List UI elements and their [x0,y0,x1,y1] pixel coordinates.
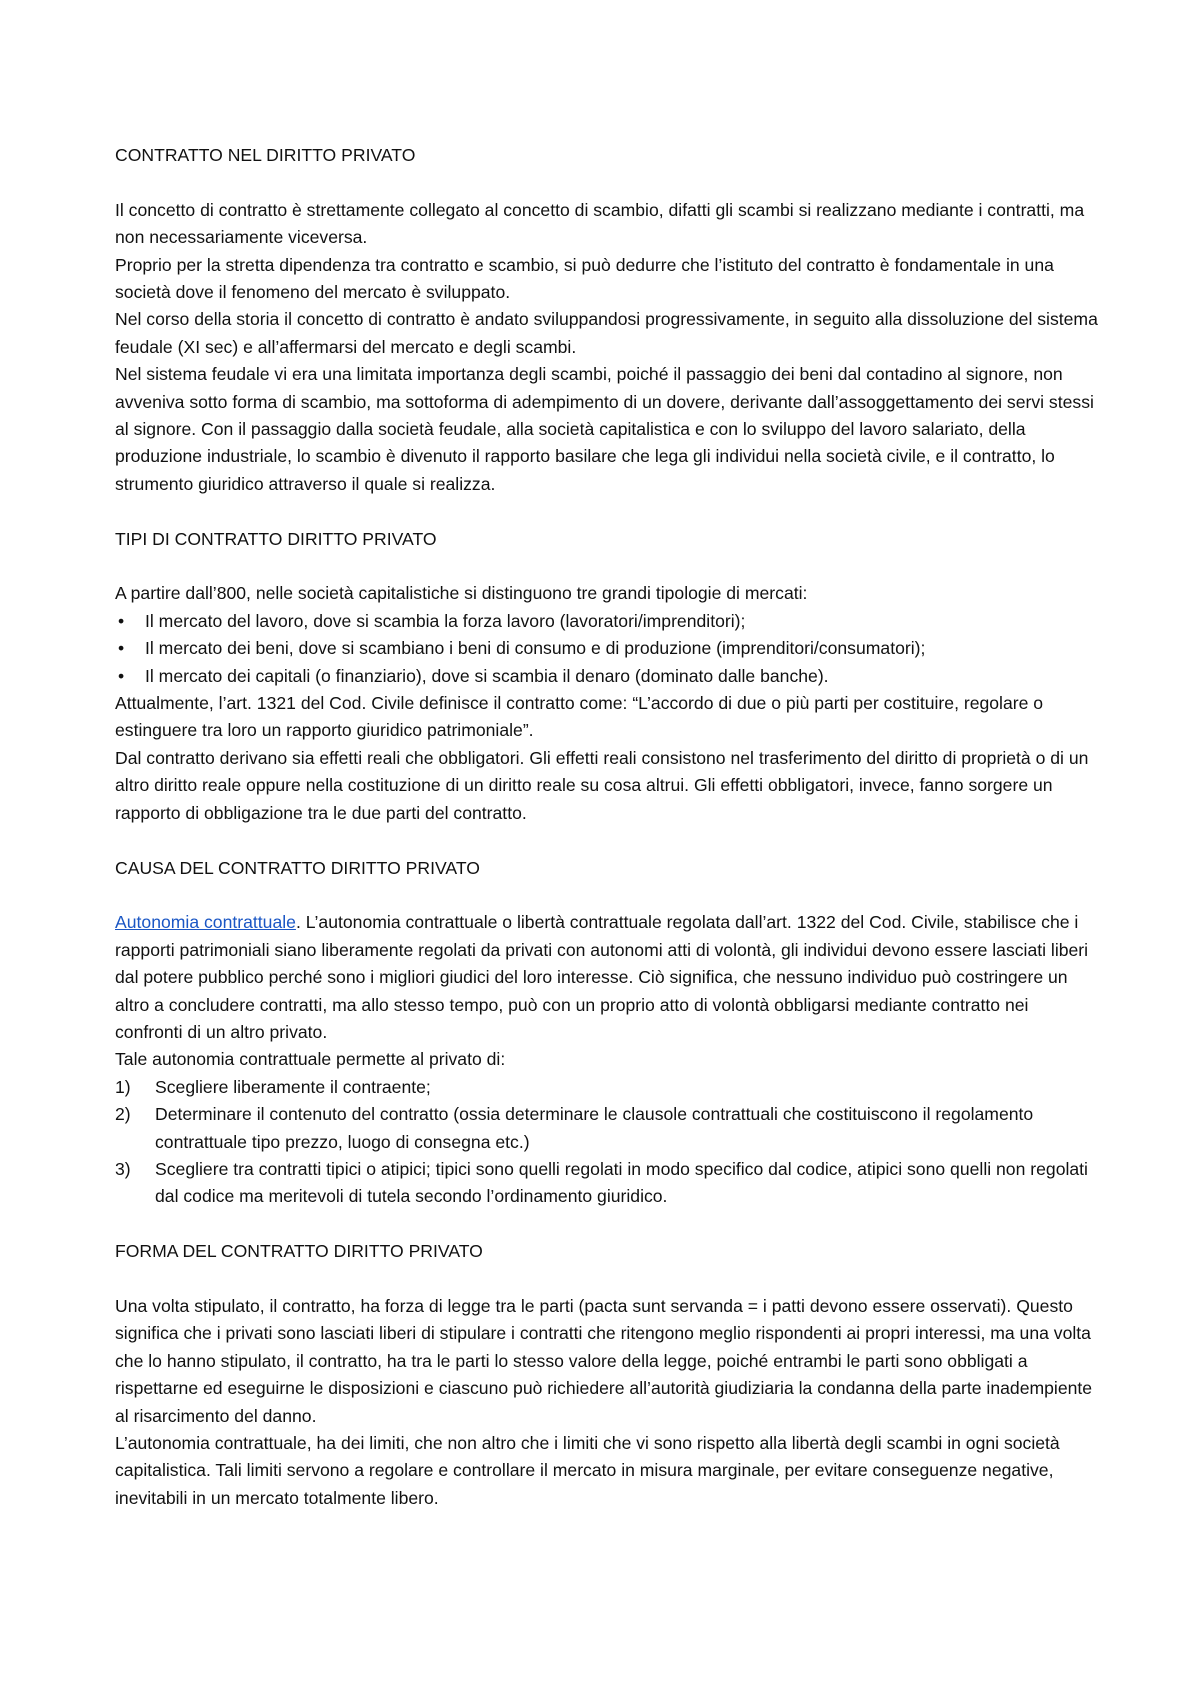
section-heading-tipi: TIPI DI CONTRATTO DIRITTO PRIVATO [115,528,437,549]
bullet-list [115,608,1100,690]
section-heading-causa: CAUSA DEL CONTRATTO DIRITTO PRIVATO [115,857,480,878]
paragraph [115,909,1100,1046]
list-item [115,1101,1100,1156]
bullet-icon: • [118,638,125,659]
spacer [115,498,1100,525]
paragraph: Tale autonomia contrattuale permette al privato di: [115,1049,506,1070]
list-item [115,635,1100,662]
spacer [115,1266,1100,1293]
spacer [115,1211,1100,1238]
section-heading-forma: FORMA DEL CONTRATTO DIRITTO PRIVATO [115,1241,483,1262]
section-heading-contratto: CONTRATTO NEL DIRITTO PRIVATO [115,145,416,165]
spacer [115,169,1100,196]
paragraph: Nel sistema feudale vi era una limitata importanza degli scambi, poiché il passaggio dei beni dal contadino al signore, non avveniva sotto forma di scambio, ma sottoforma di adempimento di un dovere, derivante dall’assoggettamento dei servi stessi al signore. Con il passaggio dalla società feudale, alla società capitalistica e con lo sviluppo del lavoro salariato, della produzione industriale, lo scambio è divenuto il rapporto basilare che lega gli individui nella società civile, e il contratto, lo strumento giuridico attraverso il quale si realizza. [115,364,1094,494]
paragraph: L’autonomia contrattuale, ha dei limiti, che non altro che i limiti che vi sono rispetto alla libertà degli scambi in ogni società capitalistica. Tali limiti servono a regolare e controllare il mercato in misura marginale, per evitare conseguenze negative, inevitabili in un mercato totalmente libero. [115,1432,1060,1508]
paragraph: Una volta stipulato, il contratto, ha forza di legge tra le parti (pacta sunt servanda = i patti devono essere osservati). Questo significa che i privati sono lasciati liberi di stipulare i contratti che ritengono meglio rispondenti ai propri interessi, ma una volta che lo hanno stipulato, il contratto, ha tra le parti lo stesso valore della legge, poiché entrambi le parti sono obbligati a rispettarne ed eseguirne le disposizioni e ciascuno può richiedere all’autorità giudiziaria la condanna della parte inadempiente al risarcimento del danno. [115,1295,1093,1426]
spacer [115,882,1100,909]
paragraph: Dal contratto derivano sia effetti reali che obbligatori. Gli effetti reali consistono nel trasferimento del diritto di proprietà o di un altro diritto reale oppure nella costituzione di un diritto reale su cosa altrui. Gli effetti obbligatori, invece, fanno sorgere un rapporto di obbligazione tra le due parti del contratto. [115,747,1089,823]
paragraph: Il concetto di contratto è strettamente collegato al concetto di scambio, difatti gli scambi si realizzano mediante i contratti, ma non necessariamente viceversa. [115,199,1085,248]
numbered-list [115,1074,1100,1211]
list-item-text: Il mercato dei beni, dove si scambiano i beni di consumo e di produzione (imprenditori/consumatori); [145,638,926,659]
paragraph: Proprio per la stretta dipendenza tra contratto e scambio, si può dedurre che l’istituto del contratto è fondamentale in una società dove il fenomeno del mercato è sviluppato. [115,254,1054,303]
document-page [115,142,1100,1512]
list-item [115,1156,1100,1211]
list-number: 2) [115,1104,131,1125]
spacer [115,827,1100,854]
list-item [115,608,1100,635]
list-number: 1) [115,1076,131,1097]
bullet-icon: • [118,665,125,686]
autonomia-contrattuale-link[interactable]: Autonomia contrattuale [115,912,296,933]
spacer [115,553,1100,580]
list-item [115,663,1100,690]
list-item-text: Il mercato del lavoro, dove si scambia la forza lavoro (lavoratori/imprenditori); [145,610,746,631]
paragraph-text: . L’autonomia contrattuale o libertà contrattuale regolata dall’art. 1322 del Cod. Civile, stabilisce che i rapporti patrimoniali siano liberamente regolati da privati con autonomi atti di volontà, gli individui devono essere lasciati liberi dal potere pubblico perché sono i migliori giudici del loro interesse. Ciò significa, che nessuno individuo può costringere un altro a concludere contratti, ma allo stesso tempo, può con un proprio atto di volontà obbligarsi mediante contratto nei confronti di un altro privato. [115,912,1089,1042]
paragraph: A partire dall’800, nelle società capitalistiche si distinguono tre grandi tipologie di mercati: [115,583,808,604]
list-number: 3) [115,1158,131,1179]
list-item-text: Il mercato dei capitali (o finanziario), dove si scambia il denaro (dominato dalle banche). [145,665,829,686]
paragraph: Nel corso della storia il concetto di contratto è andato sviluppandosi progressivamente, in seguito alla dissoluzione del sistema feudale (XI sec) e all’affermarsi del mercato e degli scambi. [115,309,1098,357]
list-item-text: Determinare il contenuto del contratto (ossia determinare le clausole contrattuali che costituiscono il regolamento contrattuale tipo prezzo, luogo di consegna etc.) [155,1104,1034,1152]
list-item [115,1074,1100,1101]
list-item-text: Scegliere tra contratti tipici o atipici; tipici sono quelli regolati in modo specifico dal codice, atipici sono quelli non regolati dal codice ma meritevoli di tutela secondo l’ordinamento giuridico. [155,1158,1088,1207]
paragraph: Attualmente, l’art. 1321 del Cod. Civile definisce il contratto come: “L’accordo di due o più parti per costituire, regolare o estinguere tra loro un rapporto giuridico patrimoniale”. [115,693,1044,741]
bullet-icon: • [118,610,125,631]
list-item-text: Scegliere liberamente il contraente; [155,1076,431,1097]
